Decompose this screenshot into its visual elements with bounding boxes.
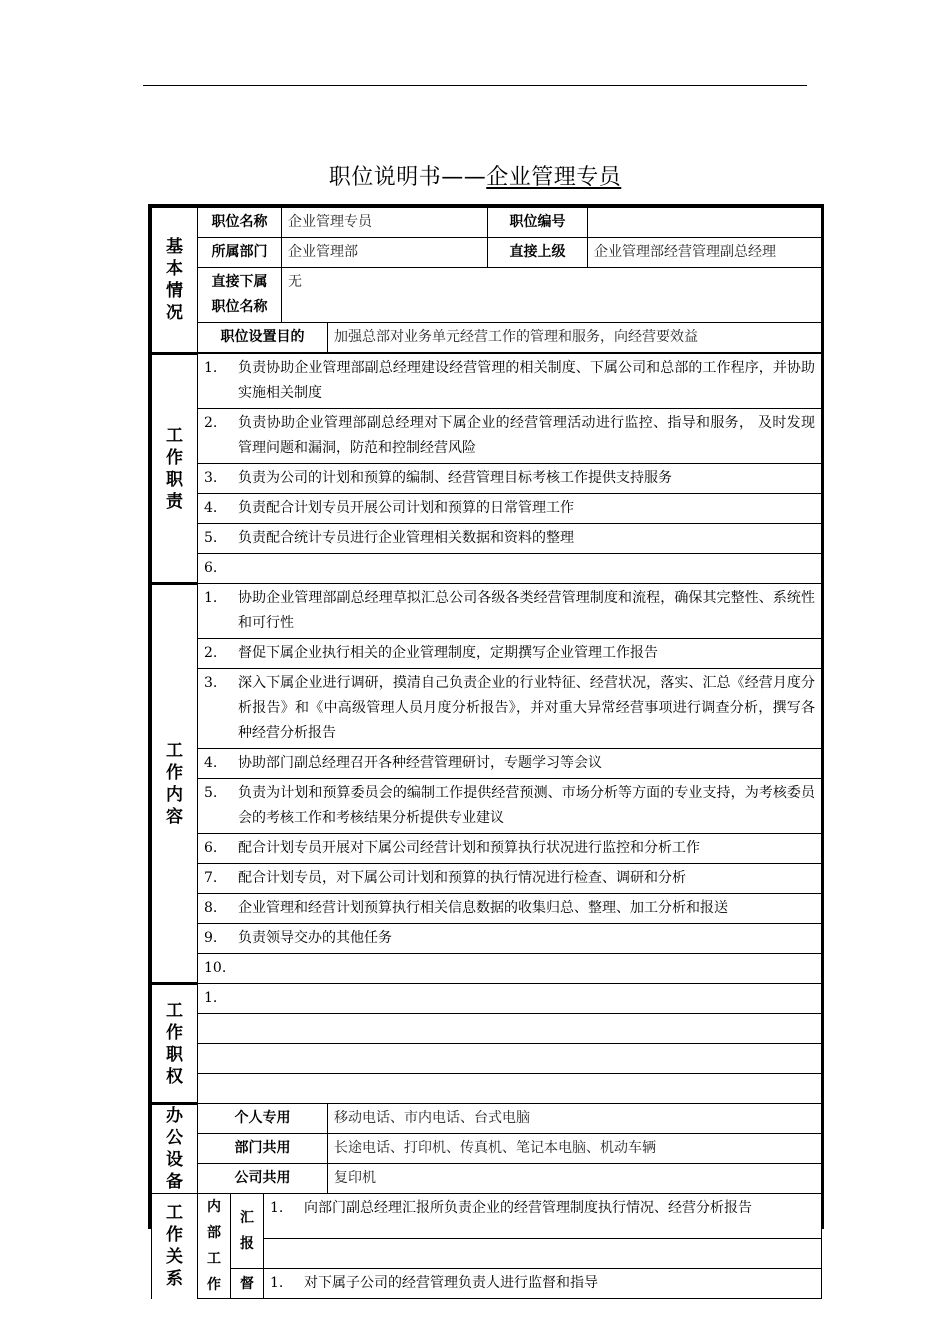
title-main: 企业管理专员 <box>486 165 622 190</box>
position-code-value <box>588 208 822 238</box>
section-content: 工作内容 <box>152 584 198 984</box>
authority-item <box>198 1044 822 1074</box>
department-label: 所属部门 <box>198 238 282 268</box>
supervise-item: 1. 对下属子公司的经营管理负责人进行监督和指导 <box>264 1269 822 1299</box>
subordinates-label-line-1: 直接下属 <box>211 274 268 290</box>
duty-item: 3. 负责为公司的计划和预算的编制、经营管理目标考核工作提供支持服务 <box>198 464 822 494</box>
content-item: 2. 督促下属企业执行相关的企业管理制度，定期撰写企业管理工作报告 <box>198 639 822 669</box>
section-authority: 工作职权 <box>152 984 198 1104</box>
subordinates-label-line-2: 职位名称 <box>211 299 268 315</box>
section-basic: 基本情况 <box>152 208 198 354</box>
document-title <box>0 160 950 191</box>
authority-item: 1. <box>198 984 822 1014</box>
report-item-blank <box>264 1239 822 1269</box>
office-row-value: 移动电话、市内电话、台式电脑 <box>328 1104 822 1134</box>
duty-item: 4. 负责配合计划专员开展公司计划和预算的日常管理工作 <box>198 494 822 524</box>
office-row-label: 个人专用 <box>198 1104 328 1134</box>
content-item: 6. 配合计划专员开展对下属公司经营计划和预算执行状况进行监控和分析工作 <box>198 834 822 864</box>
purpose-label: 职位设置目的 <box>198 323 328 353</box>
office-row-value: 长途电话、打印机、传真机、笔记本电脑、机动车辆 <box>328 1134 822 1164</box>
content-item: 3. 深入下属企业进行调研，摸清自己负责企业的行业特征、经营状况，落实、汇总《经营月度分析报告》和《中高级管理人员月度分析报告》，并对重大异常经营事项进行调查分析，撰写各种经营分析报告 <box>198 669 822 749</box>
office-row-label: 公司共用 <box>198 1164 328 1194</box>
content-item: 5. 负责为计划和预算委员会的编制工作提供经营预测、市场分析等方面的专业支持，为考核委员会的考核工作和考核结果分析提供专业建议 <box>198 779 822 834</box>
position-name-value: 企业管理专员 <box>282 208 488 238</box>
duty-item: 1. 负责协助企业管理部副总经理建设经营管理的相关制度、下属公司和总部的工作程序，并协助实施相关制度 <box>198 354 822 409</box>
purpose-value: 加强总部对业务单元经营工作的管理和服务，向经营要效益 <box>328 323 822 353</box>
content-item: 10. <box>198 954 822 984</box>
duty-item: 2. 负责协助企业管理部副总经理对下属企业的经营管理活动进行监控、指导和服务， 及时发现管理问题和漏洞，防范和控制经营风险 <box>198 409 822 464</box>
content-item: 1. 协助企业管理部副总经理草拟汇总公司各级各类经营管理制度和流程，确保其完整性、系统性和可行性 <box>198 584 822 639</box>
content-item: 4. 协助部门副总经理召开各种经营管理研讨，专题学习等会议 <box>198 749 822 779</box>
job-description-form <box>151 207 822 1299</box>
section-office: 办公设备 <box>152 1104 198 1194</box>
supervisor-value: 企业管理部经营管理副总经理 <box>588 238 822 268</box>
supervise-label: 督 <box>231 1269 264 1299</box>
duty-item: 5. 负责配合统计专员进行企业管理相关数据和资料的整理 <box>198 524 822 554</box>
supervisor-label: 直接上级 <box>488 238 588 268</box>
department-value: 企业管理部 <box>282 238 488 268</box>
office-row-value: 复印机 <box>328 1164 822 1194</box>
content-item: 9. 负责领导交办的其他任务 <box>198 924 822 954</box>
section-relations: 工作关系 <box>152 1194 198 1299</box>
report-label: 汇报 <box>231 1194 264 1269</box>
title-prefix: 职位说明书—— <box>328 165 487 190</box>
subordinates-label <box>198 268 282 323</box>
duty-item: 6. <box>198 554 822 584</box>
position-code-label: 职位编号 <box>488 208 588 238</box>
office-row-label: 部门共用 <box>198 1134 328 1164</box>
content-item: 8. 企业管理和经营计划预算执行相关信息数据的收集归总、整理、加工分析和报送 <box>198 894 822 924</box>
header-rule <box>143 85 807 86</box>
internal-label: 内部工作 <box>198 1194 231 1299</box>
section-duties: 工作职责 <box>152 354 198 584</box>
authority-item <box>198 1074 822 1104</box>
report-item: 1. 向部门副总经理汇报所负责企业的经营管理制度执行情况、经营分析报告 <box>264 1194 822 1239</box>
subordinates-value: 无 <box>282 268 822 323</box>
content-item: 7. 配合计划专员，对下属公司计划和预算的执行情况进行检查、调研和分析 <box>198 864 822 894</box>
authority-item <box>198 1014 822 1044</box>
position-name-label: 职位名称 <box>198 208 282 238</box>
